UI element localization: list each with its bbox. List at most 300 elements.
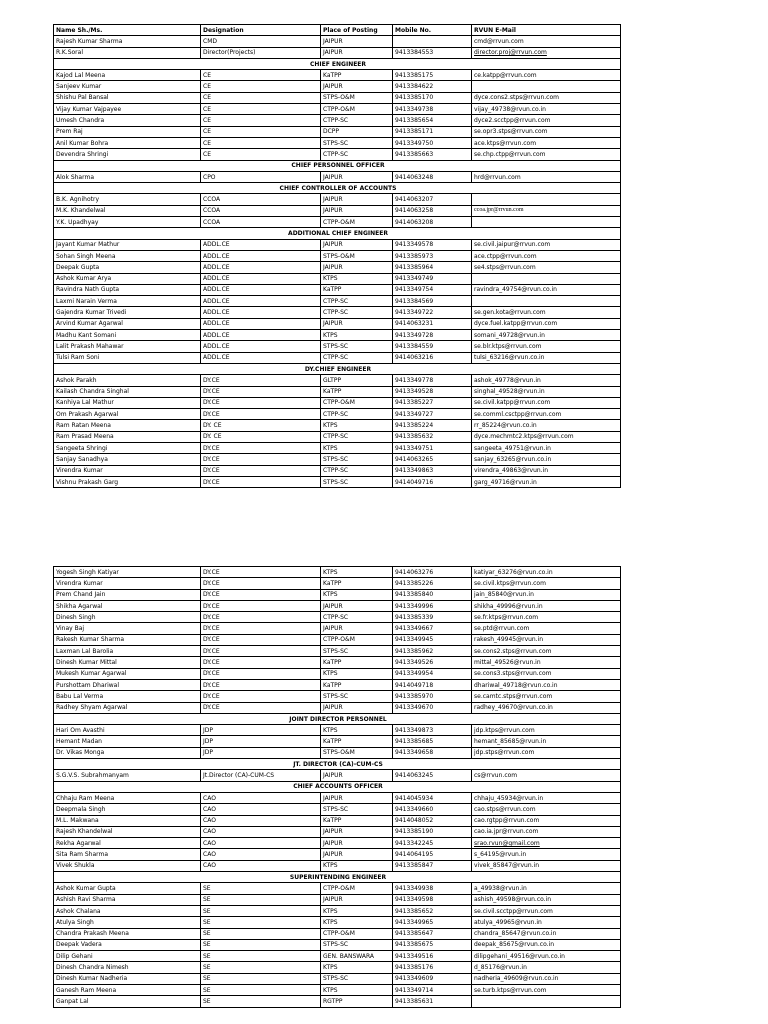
designation-cell: SE: [201, 917, 321, 928]
table-row: [54, 770, 621, 781]
email-cell: dilipgehani_49516@rvun.co.in: [472, 951, 621, 962]
mobile-cell: 9413349526: [393, 657, 472, 668]
posting-cell: CTPP-SC: [321, 431, 393, 442]
email-cell: katiyar_63276@rvun.co.in: [472, 567, 621, 578]
name-cell: Radhey Shyam Agarwal: [54, 702, 201, 713]
posting-cell: JAIPUR: [321, 171, 393, 182]
mobile-cell: 9413342245: [393, 838, 472, 849]
name-cell: Sohan Singh Meena: [54, 250, 201, 261]
table-row: [54, 747, 621, 758]
mobile-cell: 9413385175: [393, 70, 472, 81]
designation-cell: SE: [201, 939, 321, 950]
table-row: [54, 36, 621, 47]
table-row: [54, 205, 621, 216]
name-cell: Ashok Parakh: [54, 375, 201, 386]
mobile-cell: 9413349749: [393, 273, 472, 284]
mobile-cell: 9413385631: [393, 996, 472, 1007]
email-cell: dyce2.scctpp@rrvun.com: [472, 115, 621, 126]
mobile-cell: 9414063248: [393, 171, 472, 182]
mobile-cell: 9413349516: [393, 951, 472, 962]
table-row: [54, 973, 621, 984]
email-cell: se.civil.katpp@rrvun.com: [472, 397, 621, 408]
table-row: [54, 171, 621, 182]
posting-cell: CTPP-SC: [321, 115, 393, 126]
email-cell: cs@rrvun.com: [472, 770, 621, 781]
designation-cell: CE: [201, 70, 321, 81]
section-header-row: [54, 160, 621, 171]
designation-cell: SE: [201, 984, 321, 995]
name-cell: Prem Raj: [54, 126, 201, 137]
posting-cell: JAIPUR: [321, 194, 393, 205]
designation-cell: JDP: [201, 736, 321, 747]
table-row: [54, 679, 621, 690]
email-cell: [472, 81, 621, 92]
mobile-cell: 9414063216: [393, 352, 472, 363]
posting-cell: KTPS: [321, 442, 393, 453]
email-cell: s_64195@rvun.in: [472, 849, 621, 860]
designation-cell: DY.CE: [201, 409, 321, 420]
mobile-cell: 9413349728: [393, 330, 472, 341]
section-header-row: [54, 781, 621, 792]
table-row: [54, 476, 621, 487]
header-designation-cell: Designation: [201, 25, 321, 36]
name-cell: Ravindra Nath Gupta: [54, 284, 201, 295]
table-row: [54, 217, 621, 228]
name-cell: M.K. Khandelwal: [54, 205, 201, 216]
section-title: CHIEF PERSONNEL OFFICER: [54, 160, 621, 171]
email-cell: ashok_49778@rvun.in: [472, 375, 621, 386]
name-cell: Jayant Kumar Mathur: [54, 239, 201, 250]
table-row: [54, 386, 621, 397]
posting-cell: GLTPP: [321, 375, 393, 386]
posting-cell: KaTPP: [321, 284, 393, 295]
posting-cell: JAIPUR: [321, 792, 393, 803]
email-cell: radhey_49670@rvun.co.in: [472, 702, 621, 713]
mobile-cell: 9414063208: [393, 217, 472, 228]
email-cell: rr_85224@rvun.co.in: [472, 420, 621, 431]
designation-cell: SE: [201, 905, 321, 916]
posting-cell: STPS-O&M: [321, 747, 393, 758]
posting-cell: JAIPUR: [321, 47, 393, 58]
posting-cell: STPS-SC: [321, 137, 393, 148]
table-row: [54, 849, 621, 860]
table-row: [54, 420, 621, 431]
name-cell: Kanhiya Lal Mathur: [54, 397, 201, 408]
email-cell: jdp.ktps@rrvun.com: [472, 725, 621, 736]
mobile-cell: 9414063258: [393, 205, 472, 216]
table-row: [54, 442, 621, 453]
mobile-cell: 9413385176: [393, 962, 472, 973]
mobile-cell: 9413349863: [393, 465, 472, 476]
email-cell: [472, 273, 621, 284]
table-row: [54, 284, 621, 295]
email-cell: chhaju_45934@rvun.in: [472, 792, 621, 803]
designation-cell: DY.CE: [201, 476, 321, 487]
name-cell: Sanjeev Kumar: [54, 81, 201, 92]
mobile-cell: 9413349714: [393, 984, 472, 995]
contact-table-page-2: [53, 566, 621, 1008]
mobile-cell: 9414045934: [393, 792, 472, 803]
mobile-cell: 9413349667: [393, 623, 472, 634]
email-cell: se.blr.ktps@rrvun.com: [472, 341, 621, 352]
email-cell: dhariwal_49718@rvun.co.in: [472, 679, 621, 690]
posting-cell: JAIPUR: [321, 318, 393, 329]
email-cell: virendra_49863@rvun.in: [472, 465, 621, 476]
mobile-cell: 9413349578: [393, 239, 472, 250]
mobile-cell: 9414049716: [393, 476, 472, 487]
posting-cell: CTPP-SC: [321, 352, 393, 363]
designation-cell: DY.CE: [201, 646, 321, 657]
mobile-cell: 9413349996: [393, 600, 472, 611]
email-cell: director.proj@rrvun.com: [472, 47, 621, 58]
mobile-cell: 9414063276: [393, 567, 472, 578]
email-cell: hemant_85685@rvun.in: [472, 736, 621, 747]
email-cell: vivek_85847@rvun.in: [472, 860, 621, 871]
designation-cell: DY.CE: [201, 679, 321, 690]
email-cell: se.gen.kota@rrvun.com: [472, 307, 621, 318]
section-header-row: [54, 58, 621, 69]
name-cell: Lalit Prakash Mahawar: [54, 341, 201, 352]
designation-cell: CAO: [201, 826, 321, 837]
posting-cell: STPS-SC: [321, 341, 393, 352]
name-cell: Ganesh Ram Meena: [54, 984, 201, 995]
header-name-cell: Name Sh./Ms.: [54, 25, 201, 36]
designation-cell: CAO: [201, 849, 321, 860]
table-row: [54, 318, 621, 329]
table-row: [54, 126, 621, 137]
posting-cell: KTPS: [321, 917, 393, 928]
table-row: [54, 296, 621, 307]
designation-cell: ADDL.CE: [201, 307, 321, 318]
mobile-cell: 9414063265: [393, 454, 472, 465]
designation-cell: SE: [201, 996, 321, 1007]
email-cell: se4.stps@rrvun.com: [472, 262, 621, 273]
designation-cell: CMD: [201, 36, 321, 47]
name-cell: Ram Prasad Meena: [54, 431, 201, 442]
name-cell: Sangeeta Shringi: [54, 442, 201, 453]
name-cell: Deepmala Singh: [54, 804, 201, 815]
name-cell: Gajendra Kumar Trivedi: [54, 307, 201, 318]
email-cell: garg_49716@rvun.in: [472, 476, 621, 487]
name-cell: Vivek Shukla: [54, 860, 201, 871]
mobile-cell: 9413349660: [393, 804, 472, 815]
table-row: [54, 860, 621, 871]
section-title: JT. DIRECTOR (CA)-CUM-CS: [54, 759, 621, 770]
posting-cell: JAIPUR: [321, 262, 393, 273]
email-cell: se.cons3.stps@rrvun.com: [472, 668, 621, 679]
email-cell: ashish_49598@rvun.co.in: [472, 894, 621, 905]
mobile-cell: 9413349938: [393, 883, 472, 894]
mobile-cell: 9413385171: [393, 126, 472, 137]
table-row: [54, 996, 621, 1007]
name-cell: Ashok Kumar Arya: [54, 273, 201, 284]
designation-cell: DY.CE: [201, 600, 321, 611]
email-cell: cao.stps@rrvun.com: [472, 804, 621, 815]
mobile-cell: [393, 36, 472, 47]
posting-cell: CTPP-O&M: [321, 217, 393, 228]
name-cell: Babu Lal Verma: [54, 691, 201, 702]
designation-cell: DY.CE: [201, 612, 321, 623]
designation-cell: CAO: [201, 804, 321, 815]
table-row: [54, 623, 621, 634]
name-cell: Tulsi Ram Soni: [54, 352, 201, 363]
mobile-cell: 9413349754: [393, 284, 472, 295]
designation-cell: DY.CE: [201, 442, 321, 453]
table-row: [54, 239, 621, 250]
email-cell: ravindra_49754@rvun.co.in: [472, 284, 621, 295]
email-cell: jdp.stps@rrvun.com: [472, 747, 621, 758]
name-cell: Ashok Kumar Gupta: [54, 883, 201, 894]
name-cell: Rakesh Kumar Sharma: [54, 634, 201, 645]
table-row: [54, 838, 621, 849]
section-header-row: [54, 713, 621, 724]
name-cell: B.K. Agnihotry: [54, 194, 201, 205]
section-header-row: [54, 363, 621, 374]
designation-cell: CE: [201, 137, 321, 148]
mobile-cell: 9413349658: [393, 747, 472, 758]
designation-cell: Director(Projects): [201, 47, 321, 58]
table-row: [54, 984, 621, 995]
designation-cell: CE: [201, 126, 321, 137]
email-cell: se.civil.ktps@rrvun.com: [472, 578, 621, 589]
designation-cell: CE: [201, 92, 321, 103]
section-title: CHIEF ACCOUNTS OFFICER: [54, 781, 621, 792]
posting-cell: KTPS: [321, 330, 393, 341]
posting-cell: JAIPUR: [321, 205, 393, 216]
email-cell: dyce.mechmtc2.ktps@rrvun.com: [472, 431, 621, 442]
header-email-cell: RVUN E-Mail: [472, 25, 621, 36]
table-row: [54, 600, 621, 611]
mobile-cell: 9413349598: [393, 894, 472, 905]
name-cell: Rajesh Khandelwal: [54, 826, 201, 837]
table-row: [54, 567, 621, 578]
name-cell: Dinesh Chandra Nimesh: [54, 962, 201, 973]
designation-cell: ADDL.CE: [201, 330, 321, 341]
table-row: [54, 465, 621, 476]
posting-cell: JAIPUR: [321, 770, 393, 781]
table-row: [54, 736, 621, 747]
email-cell: se.camtc.stps@rrvun.com: [472, 691, 621, 702]
mobile-cell: 9413385226: [393, 578, 472, 589]
designation-cell: ADDL.CE: [201, 284, 321, 295]
designation-cell: CAO: [201, 792, 321, 803]
mobile-cell: 9413385840: [393, 589, 472, 600]
name-cell: Mukesh Kumar Agarwal: [54, 668, 201, 679]
name-cell: Kailash Chandra Singhal: [54, 386, 201, 397]
designation-cell: CCOA: [201, 205, 321, 216]
designation-cell: DY.CE: [201, 702, 321, 713]
posting-cell: CTPP-SC: [321, 465, 393, 476]
designation-cell: ADDL.CE: [201, 318, 321, 329]
email-cell: [472, 217, 621, 228]
mobile-cell: 9413349750: [393, 137, 472, 148]
email-cell: jain_85840@rvun.in: [472, 589, 621, 600]
table-row: [54, 939, 621, 950]
mobile-cell: 9413349954: [393, 668, 472, 679]
name-cell: Sita Ram Sharma: [54, 849, 201, 860]
email-cell: ce.katpp@rrvun.com: [472, 70, 621, 81]
name-cell: Atulya Singh: [54, 917, 201, 928]
designation-cell: ADDL.CE: [201, 239, 321, 250]
mobile-cell: 9413385685: [393, 736, 472, 747]
name-cell: Hemant Madan: [54, 736, 201, 747]
designation-cell: DY.CE: [201, 668, 321, 679]
designation-cell: CPO: [201, 171, 321, 182]
name-cell: Rekha Agarwal: [54, 838, 201, 849]
posting-cell: STPS-O&M: [321, 250, 393, 261]
email-cell: cao.rgtpp@rrvun.com: [472, 815, 621, 826]
designation-cell: ADDL.CE: [201, 273, 321, 284]
table-row: [54, 951, 621, 962]
designation-cell: CCOA: [201, 217, 321, 228]
name-cell: Kajod Lal Meena: [54, 70, 201, 81]
posting-cell: KaTPP: [321, 386, 393, 397]
email-cell: shikha_49996@rvun.in: [472, 600, 621, 611]
email-cell: sanjay_63265@rvun.co.in: [472, 454, 621, 465]
designation-cell: ADDL.CE: [201, 262, 321, 273]
designation-cell: DY.CE: [201, 657, 321, 668]
email-cell: ace.ctpp@rrvun.com: [472, 250, 621, 261]
mobile-cell: 9413349528: [393, 386, 472, 397]
designation-cell: ADDL.CE: [201, 352, 321, 363]
table-row: [54, 352, 621, 363]
table-row: [54, 409, 621, 420]
mobile-cell: 9414064195: [393, 849, 472, 860]
mobile-cell: 9413349873: [393, 725, 472, 736]
table-row: [54, 905, 621, 916]
posting-cell: CTPP-O&M: [321, 634, 393, 645]
name-cell: Dinesh Kumar Nadheria: [54, 973, 201, 984]
name-cell: Prem Chand Jain: [54, 589, 201, 600]
name-cell: Vinay Baj: [54, 623, 201, 634]
designation-cell: DY. CE: [201, 420, 321, 431]
email-cell: chandra_85647@rvun.co.in: [472, 928, 621, 939]
email-cell: se.comml.csctpp@rrvun.com: [472, 409, 621, 420]
email-cell: nadheria_49609@rvun.co.in: [472, 973, 621, 984]
designation-cell: SE: [201, 962, 321, 973]
email-cell: [472, 296, 621, 307]
name-cell: Shishu Pal Bansal: [54, 92, 201, 103]
posting-cell: JAIPUR: [321, 702, 393, 713]
table-row: [54, 454, 621, 465]
email-cell: a_49938@rvun.in: [472, 883, 621, 894]
designation-cell: ADDL.CE: [201, 296, 321, 307]
table-row: [54, 646, 621, 657]
mobile-cell: 9413349965: [393, 917, 472, 928]
email-cell: se.chp.ctpp@rrvun.com: [472, 149, 621, 160]
posting-cell: STPS-SC: [321, 939, 393, 950]
posting-cell: STPS-SC: [321, 804, 393, 815]
mobile-cell: 9413385970: [393, 691, 472, 702]
posting-cell: JAIPUR: [321, 826, 393, 837]
posting-cell: KaTPP: [321, 815, 393, 826]
header-mobile-cell: Mobile No.: [393, 25, 472, 36]
posting-cell: KTPS: [321, 860, 393, 871]
email-cell: mittal_49526@rvun.in: [472, 657, 621, 668]
table-row: [54, 725, 621, 736]
posting-cell: CTPP-O&M: [321, 928, 393, 939]
name-cell: Deepak Gupta: [54, 262, 201, 273]
name-cell: M.L. Makwana: [54, 815, 201, 826]
posting-cell: STPS-SC: [321, 691, 393, 702]
designation-cell: JDP: [201, 725, 321, 736]
posting-cell: JAIPUR: [321, 849, 393, 860]
name-cell: Arvind Kumar Agarwal: [54, 318, 201, 329]
posting-cell: JAIPUR: [321, 600, 393, 611]
table-row: [54, 634, 621, 645]
mobile-cell: 9413385170: [393, 92, 472, 103]
posting-cell: CTPP-O&M: [321, 883, 393, 894]
name-cell: Vishnu Prakash Garg: [54, 476, 201, 487]
name-cell: Hari Om Avasthi: [54, 725, 201, 736]
posting-cell: KTPS: [321, 905, 393, 916]
posting-cell: GEN. BANSWARA: [321, 951, 393, 962]
mobile-cell: 9413385675: [393, 939, 472, 950]
table-row: [54, 70, 621, 81]
mobile-cell: 9414063207: [393, 194, 472, 205]
table-row: [54, 273, 621, 284]
mobile-cell: 9413385632: [393, 431, 472, 442]
designation-cell: DY.CE: [201, 634, 321, 645]
contact-table-page-1: [53, 24, 621, 488]
header-posting-cell: Place of Posting: [321, 25, 393, 36]
posting-cell: JAIPUR: [321, 81, 393, 92]
email-cell: singhal_49528@rvun.in: [472, 386, 621, 397]
name-cell: Devendra Shringi: [54, 149, 201, 160]
email-cell: se.cons2.stps@rrvun.com: [472, 646, 621, 657]
posting-cell: RGTPP: [321, 996, 393, 1007]
mobile-cell: 9413384553: [393, 47, 472, 58]
name-cell: Vijay Kumar Vajpayee: [54, 104, 201, 115]
posting-cell: CTPP-SC: [321, 149, 393, 160]
mobile-cell: 9413385964: [393, 262, 472, 273]
posting-cell: CTPP-SC: [321, 296, 393, 307]
mobile-cell: 9414048052: [393, 815, 472, 826]
table-row: [54, 341, 621, 352]
designation-cell: JDP: [201, 747, 321, 758]
designation-cell: DY.CE: [201, 375, 321, 386]
posting-cell: DCPP: [321, 126, 393, 137]
posting-cell: KTPS: [321, 984, 393, 995]
table-row: [54, 431, 621, 442]
table-row: [54, 307, 621, 318]
table-row: [54, 149, 621, 160]
designation-cell: DY.CE: [201, 589, 321, 600]
posting-cell: STPS-SC: [321, 454, 393, 465]
section-title: CHIEF ENGINEER: [54, 58, 621, 69]
table-row: [54, 589, 621, 600]
name-cell: Sanjay Sanadhya: [54, 454, 201, 465]
posting-cell: STPS-SC: [321, 476, 393, 487]
section-title: CHIEF CONTROLLER OF ACCOUNTS: [54, 183, 621, 194]
table-row: [54, 668, 621, 679]
designation-cell: CAO: [201, 860, 321, 871]
table-row: [54, 578, 621, 589]
mobile-cell: 9413384569: [393, 296, 472, 307]
email-cell: se.opr3.stps@rrvun.com: [472, 126, 621, 137]
table-row: [54, 815, 621, 826]
section-header-row: [54, 759, 621, 770]
posting-cell: KaTPP: [321, 736, 393, 747]
designation-cell: CAO: [201, 838, 321, 849]
posting-cell: KTPS: [321, 962, 393, 973]
name-cell: Yogesh Singh Katiyar: [54, 567, 201, 578]
designation-cell: CE: [201, 81, 321, 92]
section-title: JOINT DIRECTOR PERSONNEL: [54, 713, 621, 724]
mobile-cell: 9413349738: [393, 104, 472, 115]
email-cell: [472, 194, 621, 205]
mobile-cell: 9413385654: [393, 115, 472, 126]
